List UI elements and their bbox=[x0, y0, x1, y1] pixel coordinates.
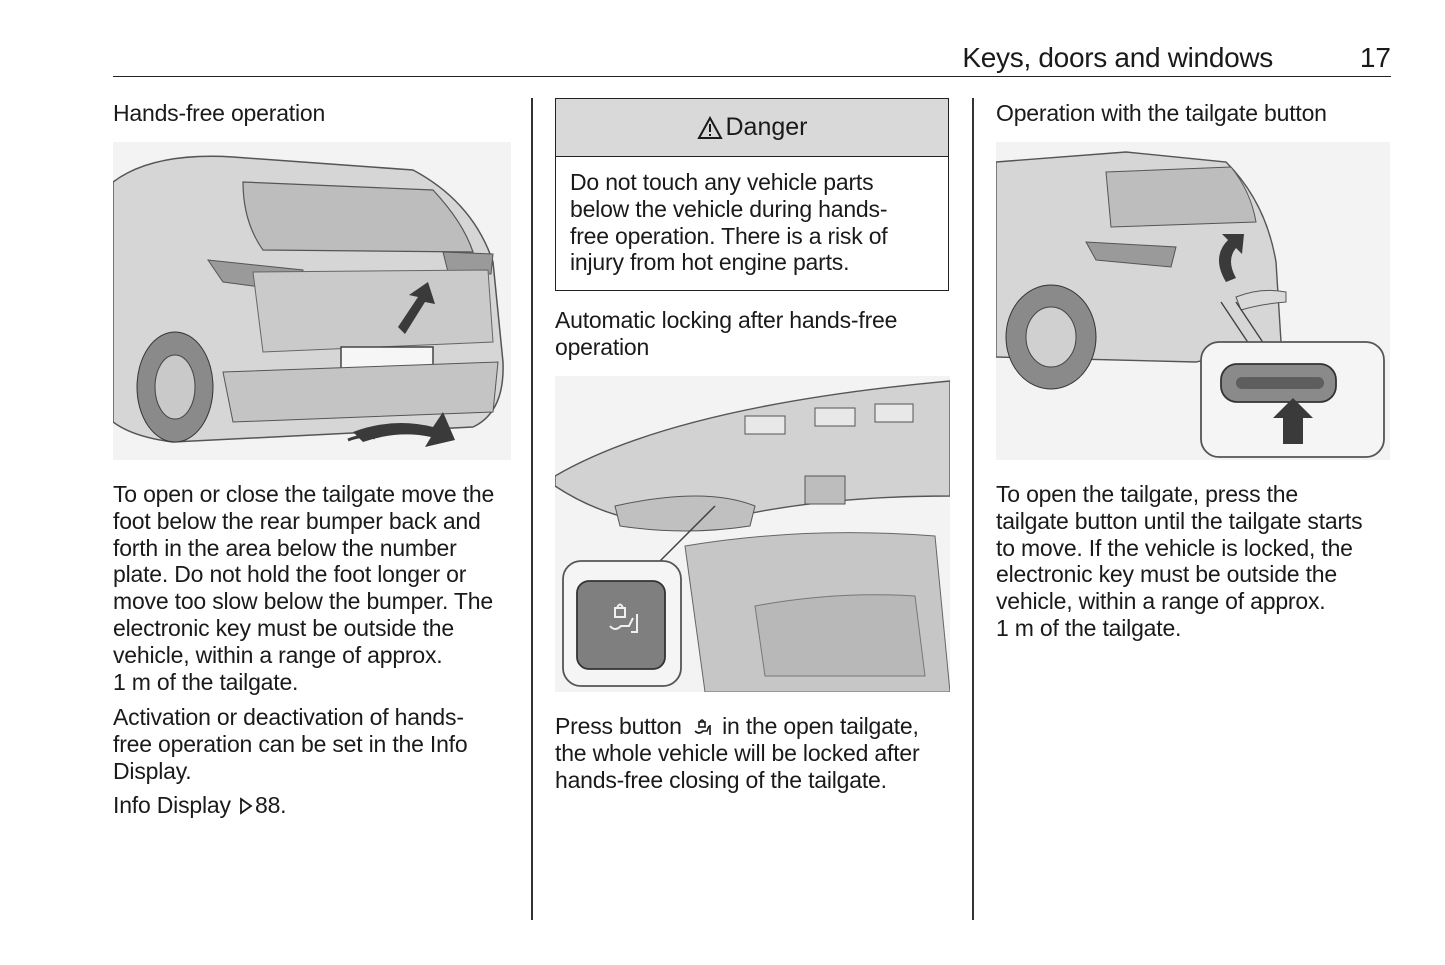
column-divider-left bbox=[531, 98, 533, 920]
paragraph-tailgate-button: To open the tailgate, press the tailgate button until the tailgate starts to move. If the vehicle is locked, the electronic key must be outside the vehicle, within a range of approx. 1 m of the tailgate. bbox=[996, 481, 1363, 641]
heading-automatic-locking: Automatic locking after hands-free operation bbox=[555, 307, 898, 360]
figure-hands-free-car bbox=[113, 142, 511, 460]
paragraph-lock-button: Press button in the open tailgate, the whole vehicle will be locked after hands-free closing of the tailgate. bbox=[555, 713, 920, 793]
page-reference-arrow-icon bbox=[239, 797, 253, 815]
warning-triangle-icon bbox=[697, 116, 723, 140]
page-number: 17 bbox=[1359, 42, 1391, 73]
danger-header bbox=[556, 99, 948, 157]
heading-tailgate-button: Operation with the tailgate button bbox=[996, 100, 1327, 126]
figure-tailgate-button bbox=[996, 142, 1390, 460]
heading-hands-free: Hands-free operation bbox=[113, 100, 326, 126]
paragraph-activation: Activation or deactivation of hands- free operation can be set in the Info Display. bbox=[113, 704, 468, 784]
danger-title: Danger bbox=[725, 113, 808, 141]
paragraph-hands-free-instructions: To open or close the tailgate move the foot below the rear bumper back and forth in the area below the number plate. Do not hold the foot longer or move too slow below the bumper. The electronic key must be outside the vehicle, within a range of approx. 1 m of the tailgate. bbox=[113, 481, 495, 695]
danger-text: Do not touch any vehicle parts below the vehicle during hands- free operation. There is a risk of injury from hot engine parts. bbox=[570, 169, 888, 276]
page-header bbox=[113, 40, 1391, 77]
section-title: Keys, doors and windows bbox=[962, 42, 1273, 73]
column-divider-right bbox=[972, 98, 974, 920]
reference-info-display[interactable]: Info Display 88. bbox=[113, 792, 287, 818]
danger-warning-box bbox=[555, 98, 949, 291]
figure-open-tailgate bbox=[555, 376, 950, 692]
lock-and-walk-away-icon bbox=[692, 716, 712, 738]
